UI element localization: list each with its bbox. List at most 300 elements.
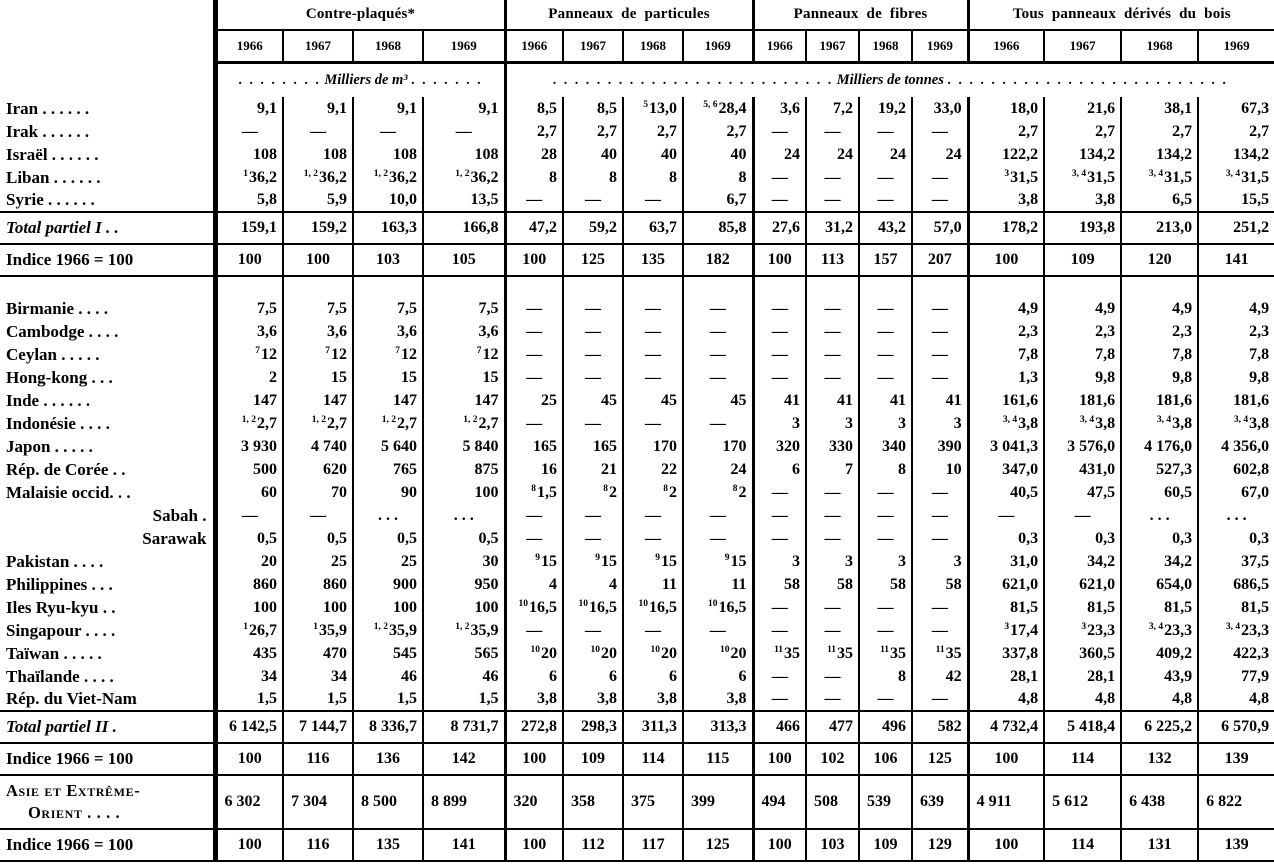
value-cell: $^{3, 4}$31,5 xyxy=(1121,166,1198,189)
table-row xyxy=(0,120,1274,143)
value-cell: . . . xyxy=(423,504,505,527)
value-cell: — xyxy=(753,665,806,688)
group-header-panneaux-particules: Panneaux de particules xyxy=(505,0,753,30)
value-cell: 109 xyxy=(563,743,623,775)
value-cell: 6 570,9 xyxy=(1198,711,1274,743)
value-cell: 330 xyxy=(806,435,859,458)
value-cell: $^{5, 6}$28,4 xyxy=(683,97,753,120)
value-cell: 8 xyxy=(683,166,753,189)
value-cell: — xyxy=(505,527,563,550)
value-cell: — xyxy=(806,504,859,527)
value-cell: 100 xyxy=(353,596,423,619)
value-cell: 38,1 xyxy=(1121,97,1198,120)
value-cell: $^1$35,9 xyxy=(283,619,353,642)
value-cell: — xyxy=(505,412,563,435)
table-row xyxy=(0,97,1274,120)
value-cell: 0,3 xyxy=(1198,527,1274,550)
value-cell: 170 xyxy=(683,435,753,458)
row-label: Irak . . . . . . xyxy=(0,120,215,143)
value-cell: 2,7 xyxy=(1044,120,1121,143)
value-cell: — xyxy=(912,688,968,711)
year-header-row xyxy=(0,30,1274,62)
value-cell: 122,2 xyxy=(968,143,1044,166)
value-cell: 9,8 xyxy=(1198,366,1274,389)
table-body xyxy=(0,97,1274,861)
value-cell xyxy=(623,276,683,297)
value-cell: $^{10}$20 xyxy=(563,642,623,665)
value-cell: $^9$15 xyxy=(563,550,623,573)
value-cell: 6 142,5 xyxy=(215,711,283,743)
value-cell: — xyxy=(505,619,563,642)
table-row xyxy=(0,389,1274,412)
value-cell: 21,6 xyxy=(1044,97,1121,120)
row-label: Total partiel II . xyxy=(0,711,215,743)
value-cell: $^3$31,5 xyxy=(968,166,1044,189)
value-cell: $^{11}$35 xyxy=(912,642,968,665)
value-cell: $^{3, 4}$3,8 xyxy=(1044,412,1121,435)
value-cell: 0,5 xyxy=(353,527,423,550)
value-cell: 9,1 xyxy=(423,97,505,120)
value-cell: 9,1 xyxy=(257,99,277,117)
value-cell: 8 731,7 xyxy=(423,711,505,743)
year-header: 1969 xyxy=(423,30,505,62)
value-cell: 7,2 xyxy=(806,97,859,120)
value-cell: 181,6 xyxy=(1121,389,1198,412)
value-cell: — xyxy=(505,320,563,343)
value-cell: 3 xyxy=(806,412,859,435)
value-cell: 5 612 xyxy=(1044,775,1121,829)
value-cell: 178,2 xyxy=(968,212,1044,244)
value-cell: 4 xyxy=(505,573,563,596)
value-cell: 6 xyxy=(505,665,563,688)
value-cell: — xyxy=(505,504,563,527)
year-header: 1966 xyxy=(215,30,283,62)
value-cell: — xyxy=(753,596,806,619)
value-cell: $^9$15 xyxy=(623,550,683,573)
value-cell: 15,5 xyxy=(1198,189,1274,212)
value-cell: $^{10}$16,5 xyxy=(505,596,563,619)
row-label: Taïwan . . . . . xyxy=(0,642,215,665)
value-cell: — xyxy=(912,619,968,642)
value-cell xyxy=(806,276,859,297)
value-cell: 3 xyxy=(859,412,912,435)
value-cell: 4 911 xyxy=(968,775,1044,829)
year-header: 1966 xyxy=(968,30,1044,62)
value-cell: 81,5 xyxy=(1044,596,1121,619)
units-row xyxy=(0,62,1274,97)
value-cell: 1,5 xyxy=(423,688,505,711)
value-cell: 25 xyxy=(505,389,563,412)
value-cell: 347,0 xyxy=(968,458,1044,481)
value-cell: — xyxy=(753,166,806,189)
value-cell: 860 xyxy=(283,573,353,596)
value-cell xyxy=(912,276,968,297)
value-cell: 100 xyxy=(283,244,353,276)
value-cell: 9,8 xyxy=(1044,366,1121,389)
value-cell: — xyxy=(753,527,806,550)
table-row xyxy=(0,775,1274,829)
value-cell xyxy=(1198,276,1274,297)
value-cell: $^{1, 2}$2,7 xyxy=(283,412,353,435)
value-cell: — xyxy=(859,189,912,212)
value-cell: 8 500 xyxy=(353,775,423,829)
value-cell: 621,0 xyxy=(968,573,1044,596)
value-cell: — xyxy=(753,619,806,642)
value-cell: 163,3 xyxy=(353,212,423,244)
value-cell: 2,7 xyxy=(505,120,563,143)
value-cell: 3,6 xyxy=(423,320,505,343)
value-cell: 3,6 xyxy=(283,320,353,343)
value-cell: 621,0 xyxy=(1044,573,1121,596)
value-cell: 100 xyxy=(283,596,353,619)
value-cell: 43,2 xyxy=(859,212,912,244)
value-cell: 9,1 xyxy=(283,97,353,120)
label-column-header xyxy=(0,30,215,62)
value-cell: 3,6 xyxy=(753,97,806,120)
value-cell: . . . xyxy=(353,504,423,527)
value-cell: 109 xyxy=(1044,244,1121,276)
value-cell: 40 xyxy=(563,143,623,166)
value-cell: 141 xyxy=(423,829,505,861)
value-cell: 129 xyxy=(912,829,968,861)
value-cell: $^{1, 2}$2,7 xyxy=(241,414,277,432)
value-cell: 2,7 xyxy=(683,120,753,143)
value-cell: 500 xyxy=(253,460,277,478)
value-cell: 2 xyxy=(269,368,277,386)
value-cell: 193,8 xyxy=(1044,212,1121,244)
year-header: 1969 xyxy=(683,30,753,62)
value-cell: $^5$13,0 xyxy=(623,97,683,120)
value-cell: 5,8 xyxy=(257,191,277,208)
value-cell: 37,5 xyxy=(1198,550,1274,573)
value-cell: 8,5 xyxy=(505,97,563,120)
value-cell: 40 xyxy=(683,143,753,166)
value-cell: 21 xyxy=(563,458,623,481)
value-cell: 3 xyxy=(912,550,968,573)
value-cell: 337,8 xyxy=(968,642,1044,665)
row-label: Total partiel I . . xyxy=(0,212,215,244)
value-cell: 134,2 xyxy=(1121,143,1198,166)
value-cell: 7,5 xyxy=(257,299,277,317)
table-row xyxy=(0,596,1274,619)
value-cell: 4,8 xyxy=(1121,688,1198,711)
value-cell: 765 xyxy=(353,458,423,481)
value-cell: $^9$15 xyxy=(505,550,563,573)
table-row xyxy=(0,481,1274,504)
value-cell: 8 899 xyxy=(423,775,505,829)
value-cell: 31,2 xyxy=(806,212,859,244)
value-cell: 165 xyxy=(505,435,563,458)
table-row xyxy=(0,212,1274,244)
value-cell: 132 xyxy=(1121,743,1198,775)
value-cell: 6 822 xyxy=(1198,775,1274,829)
year-header: 1967 xyxy=(1044,30,1121,62)
value-cell: 24 xyxy=(683,458,753,481)
value-cell: 81,5 xyxy=(1198,596,1274,619)
table-row xyxy=(0,642,1274,665)
value-cell: — xyxy=(563,412,623,435)
value-cell: 45 xyxy=(623,389,683,412)
value-cell: 9,1 xyxy=(353,97,423,120)
value-cell: 147 xyxy=(283,389,353,412)
value-cell: 70 xyxy=(283,481,353,504)
value-cell: 1,3 xyxy=(968,366,1044,389)
value-cell: 8 xyxy=(563,166,623,189)
value-cell: $^8$2 xyxy=(563,481,623,504)
value-cell: 3 576,0 xyxy=(1044,435,1121,458)
value-cell: — xyxy=(563,504,623,527)
value-cell: 100 xyxy=(215,244,283,276)
value-cell: — xyxy=(623,619,683,642)
value-cell: $^{10}$16,5 xyxy=(563,596,623,619)
value-cell: 159,1 xyxy=(215,212,283,244)
value-cell: $^1$26,7 xyxy=(243,621,277,639)
value-cell: $^9$15 xyxy=(683,550,753,573)
value-cell: 134,2 xyxy=(1198,143,1274,166)
value-cell: — xyxy=(912,366,968,389)
value-cell: 42 xyxy=(912,665,968,688)
value-cell: — xyxy=(912,504,968,527)
value-cell xyxy=(283,276,353,297)
value-cell: 0,3 xyxy=(968,527,1044,550)
row-label: Indonésie . . . . xyxy=(0,412,215,435)
value-cell xyxy=(423,276,505,297)
value-cell: $^{1, 2}$35,9 xyxy=(423,619,505,642)
row-label: Iles Ryu-kyu . . xyxy=(0,596,215,619)
value-cell: 100 xyxy=(753,743,806,775)
value-cell: $^{10}$20 xyxy=(683,642,753,665)
value-cell: 900 xyxy=(353,573,423,596)
year-header: 1968 xyxy=(1121,30,1198,62)
value-cell: 431,0 xyxy=(1044,458,1121,481)
value-cell: 494 xyxy=(753,775,806,829)
value-cell: 170 xyxy=(623,435,683,458)
row-label: Asie et Extrême- Orient . . . . xyxy=(0,775,215,829)
value-cell: 0,3 xyxy=(1121,527,1198,550)
value-cell: — xyxy=(283,504,353,527)
value-cell: 46 xyxy=(423,665,505,688)
value-cell: — xyxy=(683,366,753,389)
value-cell: 2,3 xyxy=(1044,320,1121,343)
value-cell: 320 xyxy=(753,435,806,458)
value-cell: 7 xyxy=(806,458,859,481)
value-cell: $^7$12 xyxy=(255,345,277,363)
value-cell: 875 xyxy=(423,458,505,481)
value-cell: $^1$36,2 xyxy=(243,168,277,186)
year-header: 1969 xyxy=(912,30,968,62)
value-cell: — xyxy=(753,120,806,143)
value-cell: 13,5 xyxy=(423,189,505,212)
value-cell: 139 xyxy=(1198,829,1274,861)
value-cell: — xyxy=(806,320,859,343)
value-cell: 7,8 xyxy=(1198,343,1274,366)
value-cell: 3 xyxy=(806,550,859,573)
value-cell: — xyxy=(912,189,968,212)
value-cell: 311,3 xyxy=(623,711,683,743)
value-cell: 58 xyxy=(859,573,912,596)
value-cell: 159,2 xyxy=(283,212,353,244)
value-cell: 313,3 xyxy=(683,711,753,743)
dot-leader: . . . . . . . . . . . . . . . . . . . . . . . . . . xyxy=(947,72,1228,88)
value-cell: — xyxy=(623,189,683,212)
value-cell: 30 xyxy=(423,550,505,573)
value-cell: 5 840 xyxy=(423,435,505,458)
value-cell: $^{1, 2}$2,7 xyxy=(353,412,423,435)
value-cell: 100 xyxy=(423,481,505,504)
value-cell xyxy=(968,276,1044,297)
table-row xyxy=(0,189,1274,212)
row-label: Sarawak xyxy=(0,527,215,550)
table-row xyxy=(0,297,1274,320)
value-cell: 114 xyxy=(1044,829,1121,861)
value-cell: $^7$12 xyxy=(283,343,353,366)
value-cell: $^8$2 xyxy=(683,481,753,504)
value-cell: — xyxy=(563,527,623,550)
table-row xyxy=(0,366,1274,389)
value-cell: 181,6 xyxy=(1044,389,1121,412)
units-milliers-tonnes xyxy=(505,62,1274,97)
year-header: 1968 xyxy=(623,30,683,62)
value-cell: 16 xyxy=(505,458,563,481)
value-cell: 3,8 xyxy=(505,688,563,711)
value-cell xyxy=(215,276,283,297)
value-cell: 6 xyxy=(753,458,806,481)
table-row xyxy=(0,435,1274,458)
value-cell: 112 xyxy=(563,829,623,861)
value-cell: 33,0 xyxy=(912,97,968,120)
value-cell: $^{10}$16,5 xyxy=(623,596,683,619)
table-row xyxy=(0,665,1274,688)
year-header: 1966 xyxy=(505,30,563,62)
value-cell: 134,2 xyxy=(1044,143,1121,166)
value-cell: $^3$23,3 xyxy=(1044,619,1121,642)
value-cell: 100 xyxy=(215,743,283,775)
value-cell: $^{10}$16,5 xyxy=(683,596,753,619)
value-cell: — xyxy=(423,120,505,143)
value-cell: — xyxy=(912,166,968,189)
value-cell: 15 xyxy=(423,366,505,389)
value-cell: 24 xyxy=(806,143,859,166)
row-label: Malaisie occid. . . xyxy=(0,481,215,504)
value-cell: 3,8 xyxy=(563,688,623,711)
value-cell: 34 xyxy=(283,665,353,688)
value-cell: 45 xyxy=(563,389,623,412)
value-cell: 5,9 xyxy=(283,189,353,212)
value-cell: 108 xyxy=(253,145,277,163)
value-cell xyxy=(1044,276,1121,297)
value-cell: $^{3, 4}$23,3 xyxy=(1121,619,1198,642)
value-cell: 34,2 xyxy=(1121,550,1198,573)
value-cell: — xyxy=(806,189,859,212)
value-cell: 131 xyxy=(1121,829,1198,861)
value-cell: 0,5 xyxy=(283,527,353,550)
value-cell: 67,0 xyxy=(1198,481,1274,504)
value-cell: 100 xyxy=(505,244,563,276)
table-row xyxy=(0,829,1274,861)
units-label: Milliers de m³ xyxy=(324,71,408,88)
year-header: 1967 xyxy=(283,30,353,62)
value-cell: 24 xyxy=(753,143,806,166)
value-cell: 181,6 xyxy=(1198,389,1274,412)
value-cell: — xyxy=(859,343,912,366)
value-cell: 3,8 xyxy=(683,688,753,711)
value-cell: 4,9 xyxy=(968,297,1044,320)
value-cell: — xyxy=(241,506,258,524)
value-cell: 15 xyxy=(283,366,353,389)
value-cell: 3 xyxy=(753,412,806,435)
value-cell: 4,8 xyxy=(968,688,1044,711)
value-cell: — xyxy=(623,527,683,550)
value-cell: — xyxy=(753,343,806,366)
row-label: Singapour . . . . xyxy=(0,619,215,642)
value-cell: 10,0 xyxy=(353,189,423,212)
value-cell: 6 xyxy=(683,665,753,688)
value-cell: $^8$1,5 xyxy=(505,481,563,504)
year-header: 1966 xyxy=(753,30,806,62)
value-cell: 108 xyxy=(423,143,505,166)
row-label: Sabah . xyxy=(0,504,215,527)
value-cell: 8 xyxy=(623,166,683,189)
value-cell: 135 xyxy=(623,244,683,276)
value-cell: 508 xyxy=(806,775,859,829)
value-cell: — xyxy=(806,166,859,189)
value-cell: 8 xyxy=(859,665,912,688)
value-cell: — xyxy=(859,166,912,189)
value-cell: — xyxy=(912,481,968,504)
value-cell: 2,7 xyxy=(1198,120,1274,143)
value-cell: 85,8 xyxy=(683,212,753,244)
row-label: Hong-kong . . . xyxy=(0,366,215,389)
row-label: Birmanie . . . . xyxy=(0,297,215,320)
value-cell: 114 xyxy=(1044,743,1121,775)
value-cell: — xyxy=(859,481,912,504)
value-cell: 58 xyxy=(806,573,859,596)
value-cell: 43,9 xyxy=(1121,665,1198,688)
value-cell: — xyxy=(859,504,912,527)
value-cell: 139 xyxy=(1198,743,1274,775)
value-cell: — xyxy=(806,665,859,688)
value-cell: 106 xyxy=(859,743,912,775)
value-cell: 8,5 xyxy=(563,97,623,120)
value-cell: 207 xyxy=(912,244,968,276)
value-cell xyxy=(683,276,753,297)
value-cell: 399 xyxy=(683,775,753,829)
row-label: Syrie . . . . . . xyxy=(0,189,215,212)
value-cell: — xyxy=(806,527,859,550)
value-cell: $^{3, 4}$31,5 xyxy=(1044,166,1121,189)
value-cell: 41 xyxy=(806,389,859,412)
value-cell: 165 xyxy=(563,435,623,458)
value-cell: 120 xyxy=(1121,244,1198,276)
value-cell: 4 740 xyxy=(283,435,353,458)
value-cell: 1,5 xyxy=(257,690,277,707)
value-cell: 60 xyxy=(261,483,277,501)
value-cell: $^{1, 2}$36,2 xyxy=(353,166,423,189)
value-cell: 3 041,3 xyxy=(968,435,1044,458)
value-cell: 115 xyxy=(683,743,753,775)
value-cell: — xyxy=(859,297,912,320)
value-cell: — xyxy=(753,297,806,320)
row-label: Cambodge . . . . xyxy=(0,320,215,343)
value-cell: 147 xyxy=(353,389,423,412)
value-cell: $^{3, 4}$3,8 xyxy=(1121,412,1198,435)
value-cell: 100 xyxy=(505,829,563,861)
value-cell: — xyxy=(806,688,859,711)
value-cell: 81,5 xyxy=(968,596,1044,619)
value-cell: 63,7 xyxy=(623,212,683,244)
value-cell: 41 xyxy=(753,389,806,412)
row-label: Ceylan . . . . . xyxy=(0,343,215,366)
